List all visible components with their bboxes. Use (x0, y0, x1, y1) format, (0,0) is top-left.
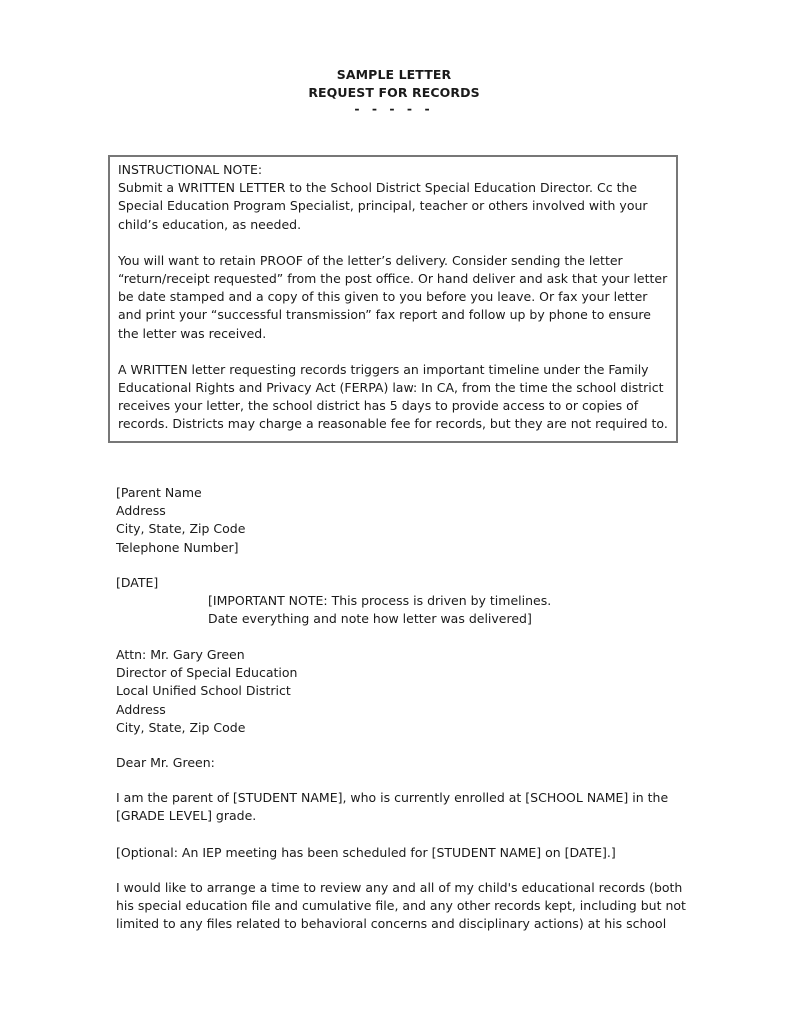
body-paragraph-3 (116, 879, 686, 934)
body-paragraph-2 (116, 844, 676, 862)
body-paragraph-1 (116, 789, 676, 825)
sender-phone: Telephone Number] (116, 539, 239, 555)
date-placeholder: [DATE] (116, 575, 159, 590)
para1-line1: I am the parent of [STUDENT NAME], who is currently enrolled at [SCHOOL NAME] in the (116, 790, 669, 805)
instructional-note-para3: A WRITTEN letter requesting records triggers an important timeline under the Family Educational Rights and Privacy Act (FERPA) law: In CA, from the time the school district receives your letter, the school district has 5 days to provide access to or copies of records. Districts may charge a reasonable fee for records, but they are not required to. (118, 361, 668, 432)
instructional-note-para2: You will want to retain PROOF of the letter’s delivery. Consider sending the letter “return/receipt requested” from the post office. Or hand deliver and ask that your letter be date stamped and a copy of this given to you before you leave. Or fax your letter and print your “successful transmission” fax report and follow up by phone to ensure the letter was received. (118, 252, 668, 341)
sender-block (116, 484, 676, 557)
sender-name: [Parent Name (116, 485, 202, 500)
para2-line1: [Optional: An IEP meeting has been scheduled for [STUDENT NAME] on [DATE].] (116, 845, 616, 860)
sender-city: City, State, Zip Code (116, 521, 246, 537)
para3-line2: his special education file and cumulative file, and any other records kept, including but not (116, 898, 686, 914)
instructional-note-para1: Submit a WRITTEN LETTER to the School District Special Education Director. Cc the Special Education Program Specialist, principal, teacher or others involved with your child’s education, as needed. (118, 180, 648, 232)
important-note-line1: [IMPORTANT NOTE: This process is driven by timelines. (208, 593, 552, 608)
para3-line3: limited to any files related to behavioral concerns and disciplinary actions) at his school (116, 916, 667, 932)
letter-date (116, 574, 676, 592)
instructional-note-box (108, 155, 678, 443)
recipient-city: City, State, Zip Code (116, 719, 246, 735)
recipient-block (116, 646, 676, 737)
header-dashes: - - - - - (354, 101, 434, 116)
recipient-address: Address (116, 701, 166, 717)
sender-address: Address (116, 503, 166, 519)
header-subtitle: REQUEST FOR RECORDS (308, 85, 480, 100)
para3-line1: I would like to arrange a time to review any and all of my child's educational records (both (116, 880, 683, 895)
recipient-attn: Attn: Mr. Gary Green (116, 647, 245, 662)
important-note (208, 592, 668, 628)
recipient-district: Local Unified School District (116, 683, 291, 699)
recipient-title: Director of Special Education (116, 665, 298, 681)
important-note-line2: Date everything and note how letter was delivered] (208, 611, 532, 627)
salutation-text: Dear Mr. Green: (116, 755, 215, 770)
header-title: SAMPLE LETTER (336, 67, 452, 82)
instructional-note (118, 161, 668, 234)
salutation (116, 754, 676, 772)
instructional-note-heading: INSTRUCTIONAL NOTE: (118, 162, 263, 177)
para1-line2: [GRADE LEVEL] grade. (116, 808, 257, 824)
